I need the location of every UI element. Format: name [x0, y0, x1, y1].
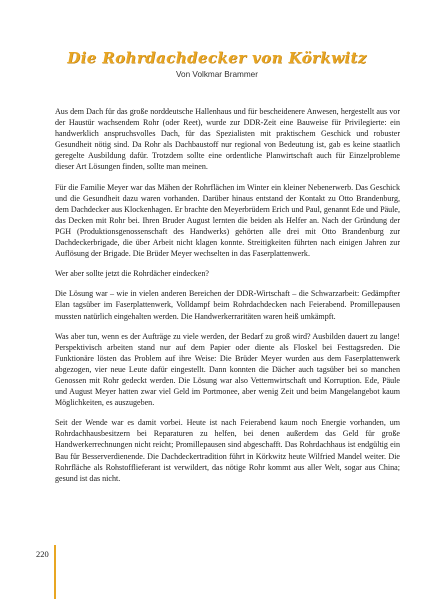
paragraph: Die Lösung war – wie in vielen anderen Bereichen der DDR-Wirtschaft – die Schwarzarbeit: Gedämpfter Elan tagsüber im Faserplattenwerk, Volldampf beim Rohrdachdecken nach Feierabend. Promillepausen mussten natürlich eingehalten werden. Die Handwerkerraritäten waren heiß umkämpft.	[55, 289, 400, 321]
paragraph: Seit der Wende war es damit vorbei. Heute ist nach Feierabend kaum noch Energie vorhanden, um Rohrdachhausbesitzern bei Reparaturen zu helfen, bei denen außerdem das Geld für große Handwerkerrechnungen nicht reicht; Promillepausen sind abgeschafft. Das Rohrdachhaus ist endgültig ein Bau für Besserverdienende. Die Dachdeckertradition führt in Körkwitz heute Wilfried Mandel weiter. Die Rohrfläche als Rohstofflieferant ist verwildert, das nötige Rohr kommt aus aller Welt, sogar aus China; gesund ist das nicht.	[55, 418, 400, 483]
paragraph: Was aber tun, wenn es der Aufträge zu viele werden, der Bedarf zu groß wird? Ausbilden dauert zu lange! Perspektivisch arbeiten stand nur auf dem Papier oder diente als Floskel bei Festtagsreden. Die Funktionäre lösten das Problem auf ihre Weise: Die Brüder Meyer wurden aus dem Faserplattenwerk abgezogen, vier neue Leute dafür eingestellt. Dann konnten die Dächer auch tagsüber bei so manchen Genossen mit Rohr gedeckt werden. Die Lösung war also Vetternwirtschaft und Korruption. Ede, Päule und August Meyer hatten zwar viel Geld im Portmonee, aber wenig Zeit und beim Mangelangebot kaum Möglichkeiten, es auszugeben.	[55, 331, 400, 408]
paragraph: Wer aber sollte jetzt die Rohrdächer eindecken?	[55, 269, 209, 279]
page-number: 220	[36, 549, 49, 559]
paragraph: Für die Familie Meyer war das Mähen der Rohrflächen im Winter ein kleiner Nebenerwerb. Das Geschick und die Gesundheit dazu waren vorhanden. Darüber hinaus entstand der Kontakt zu Otto Brandenburg, dem Dachdecker aus Klockenhagen. Er brachte den Meyerbrüdern Erich und Paul, genannt Ede und Päule, das Decken mit Rohr bei. Ihren Bruder August lernten die beiden als Helfer an. Nach der Gründung der PGH (Produktionsgenossenschaft des Handwerks) gehörten alle drei mit Otto Brandenburg zur Dachdeckerbrigade, die über Arbeit nicht klagen konnte. Streitigkeiten führten nach einigen Jahren zur Auflösung der Brigade. Die Brüder Meyer wechselten in das Faserplattenwerk.	[55, 182, 400, 259]
margin-rule	[54, 545, 56, 599]
article-byline: Von Volkmar Brammer	[176, 70, 258, 79]
paragraph: Aus dem Dach für das große norddeutsche Hallenhaus und für bescheidenere Anwesen, hergestellt aus vor der Haustür wachsendem Rohr (oder Reet), wurde zur DDR-Zeit eine Bauweise für Privilegierte: ein handwerklich anspruchsvolles Dach, für das Spezialisten mit praktischem Geschick und robuster Gesundheit nötig sind. Da Rohr als Dachbaustoff nur regional von Bedeutung ist, gab es keine staatlich geregelte Ausbildung dafür. Trotzdem sollte eine ordentliche Planwirtschaft auch für Einzelprobleme dieser Art Lösungen finden, sollte man meinen.	[55, 107, 400, 172]
article-title: Die Rohrdachdecker von Körkwitz	[67, 49, 367, 67]
article-body	[55, 106, 400, 493]
